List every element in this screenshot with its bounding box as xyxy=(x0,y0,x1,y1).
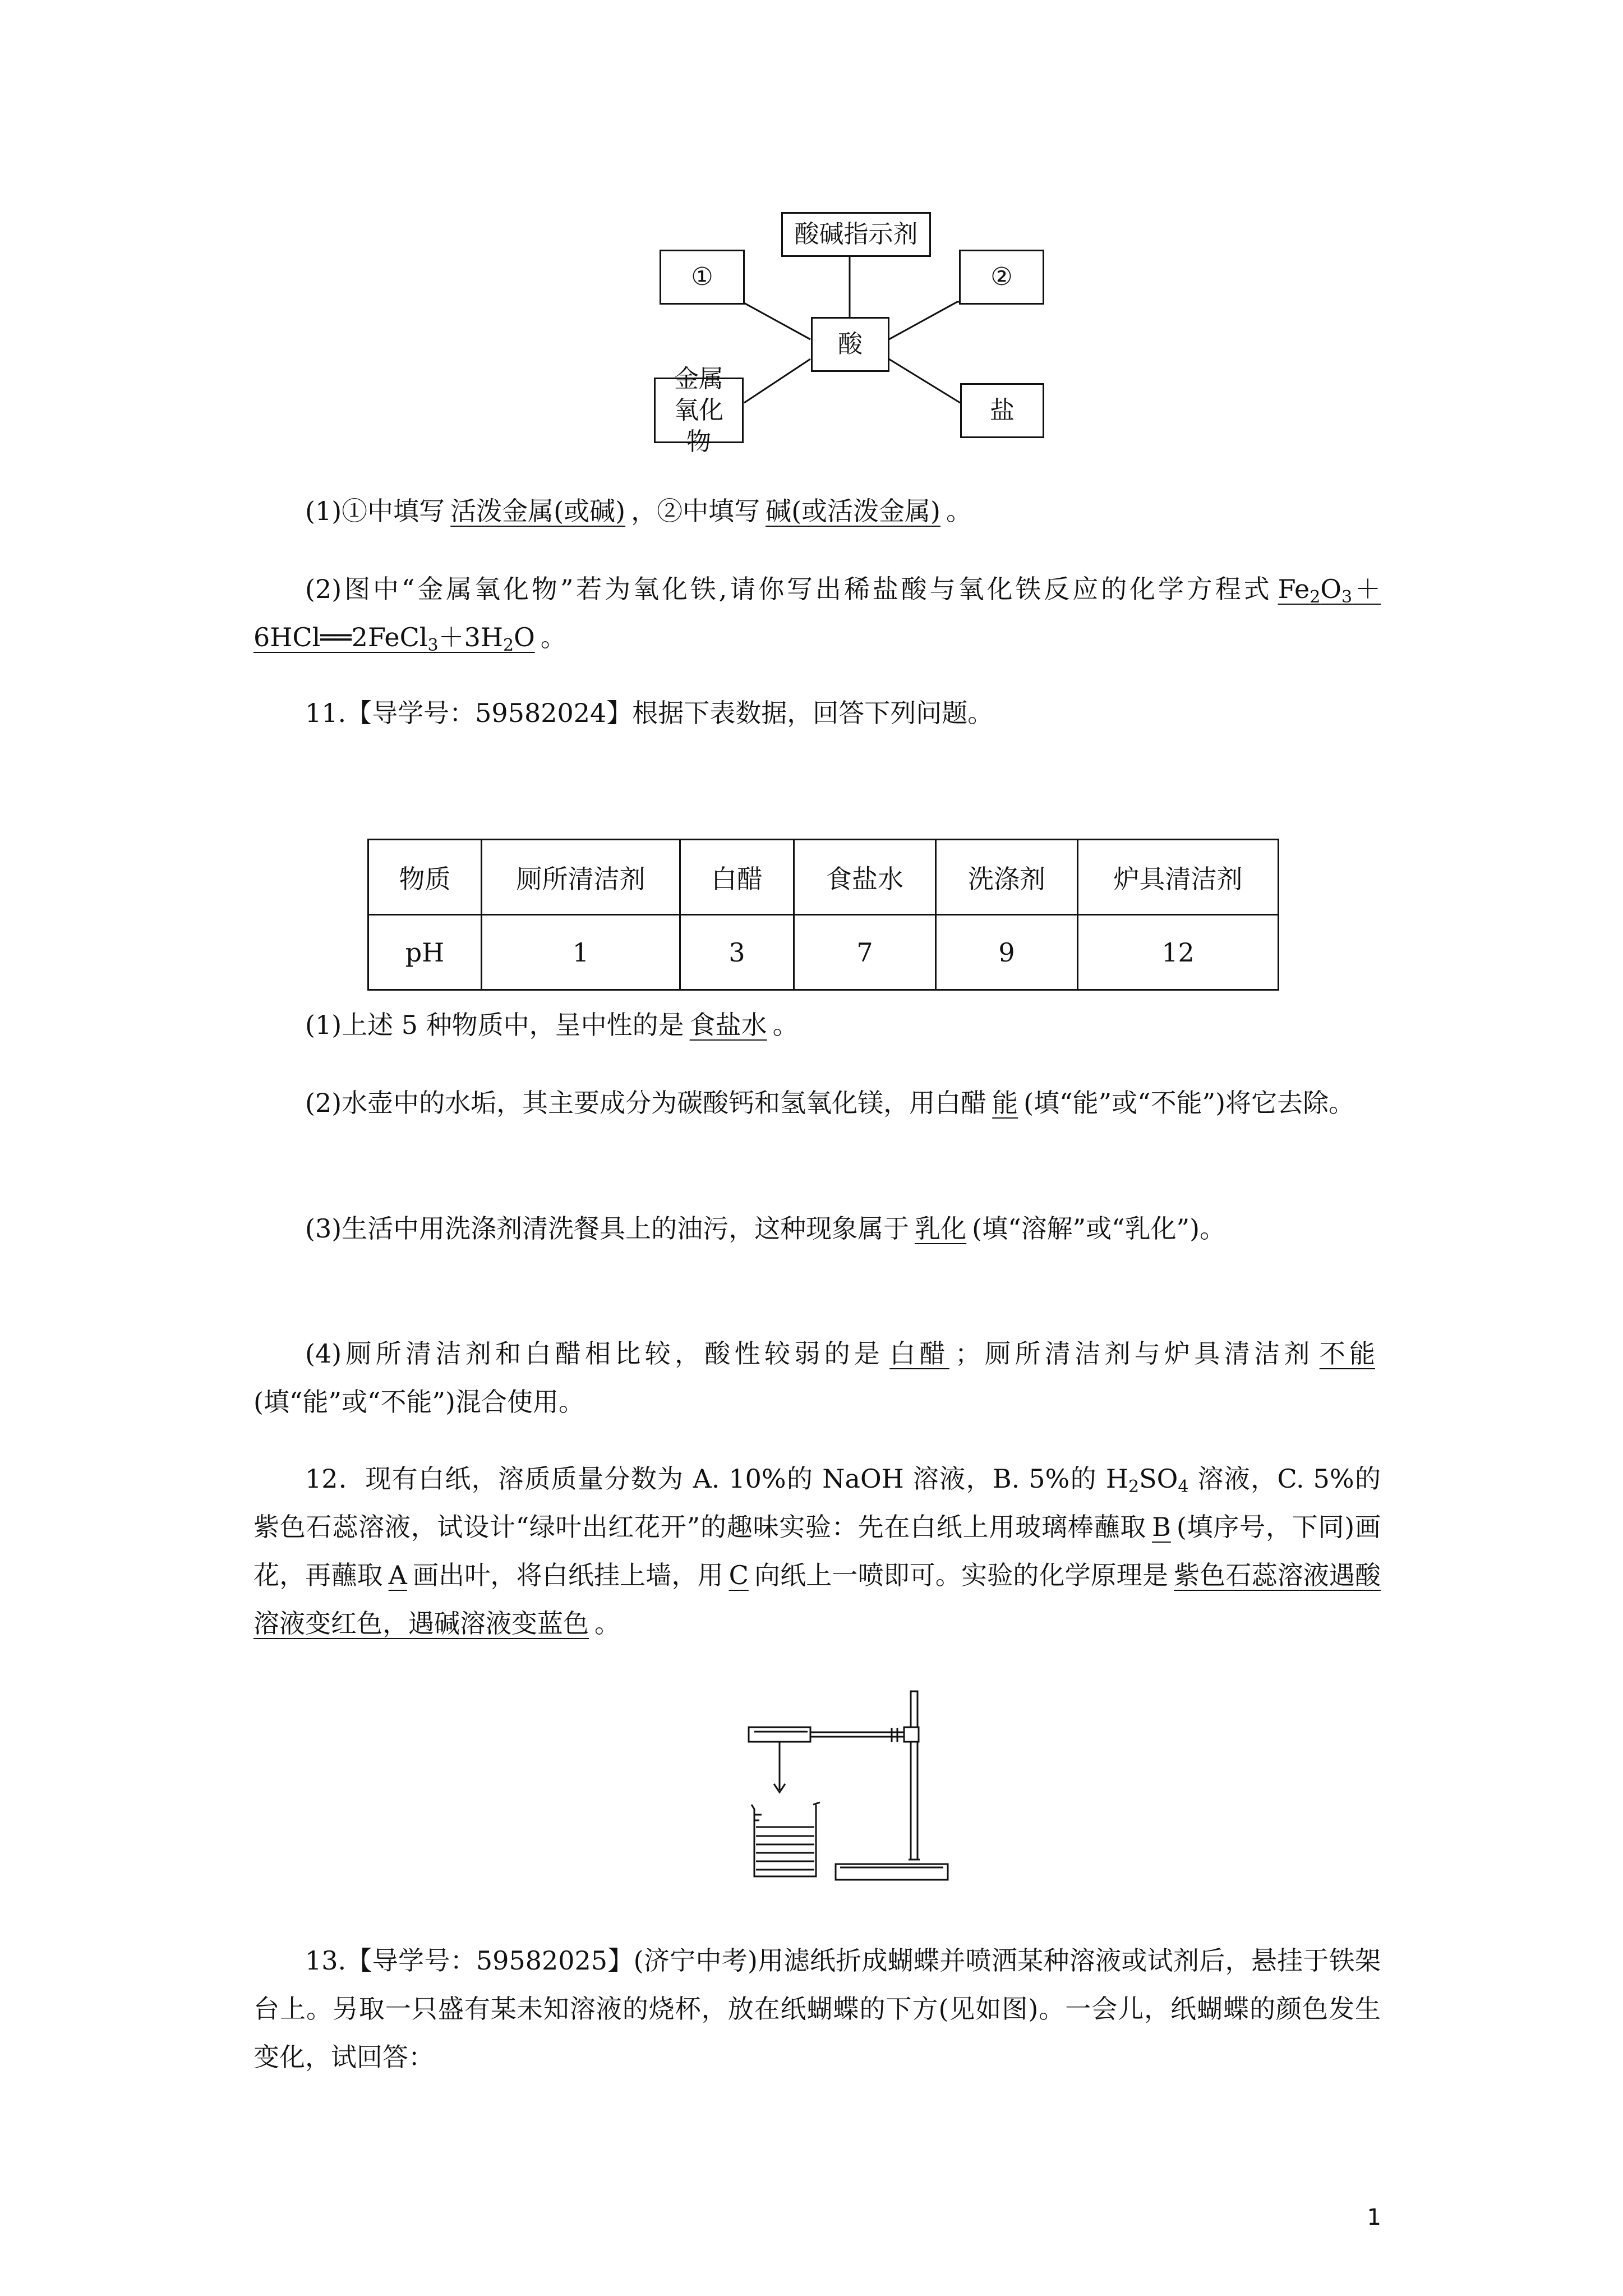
q12-answer-2: A xyxy=(388,1560,407,1590)
table-row xyxy=(368,840,1279,915)
q10-p2-text: (2)图中“金属氧化物”若为氧化铁,请你写出稀盐酸与氧化铁反应的化学方程式 xyxy=(305,574,1272,604)
q10-p1-text-b: ，②中填写 xyxy=(631,496,760,526)
q11-answer-2: 能 xyxy=(992,1088,1018,1118)
table-cell: 厕所清洁剂 xyxy=(482,840,680,915)
q12-answer-4: 紫色石蕊溶液遇酸溶液变红色，遇碱溶液变蓝色 xyxy=(253,1560,1381,1639)
q10-p1-text-c: 。 xyxy=(946,496,972,526)
q11-s3-end: (填“溶解”或“乳化”)。 xyxy=(972,1213,1226,1244)
table-cell: 1 xyxy=(482,915,680,990)
q11-s2-end: (填“能”或“不能”)将它去除。 xyxy=(1023,1088,1355,1118)
q12-answer-3: C xyxy=(728,1560,749,1590)
eq-end: O xyxy=(514,622,535,652)
diagram-box-bottom-left xyxy=(654,364,744,456)
q12-text-d: (填序号，下同)画花，再蘸取 xyxy=(253,1512,1381,1590)
q11-s4-end: (填“能”或“不能”)混合使用。 xyxy=(253,1387,584,1417)
diagram-label-1: ① xyxy=(691,263,713,291)
table-cell: 白醋 xyxy=(680,840,794,915)
q11-answer-4a: 白醋 xyxy=(889,1338,949,1369)
table-row xyxy=(368,915,1279,990)
eq-fe: Fe xyxy=(1278,574,1310,604)
eq-sub-2b: 2 xyxy=(502,636,514,655)
table-cell: 炉具清洁剂 xyxy=(1078,840,1279,915)
diagram-label-salt: 盐 xyxy=(990,396,1015,425)
q12-text-g: 。 xyxy=(594,1608,620,1639)
q11-s4-mid: ；厕所清洁剂与炉具清洁剂 xyxy=(955,1338,1314,1369)
q12-text-f: 向纸上一喷即可。实验的化学原理是 xyxy=(754,1560,1169,1590)
q10-p1-text-a: (1)①中填写 xyxy=(305,496,445,526)
q10-answer-1: 活泼金属(或碱) xyxy=(450,496,626,526)
diagram-label-2: ② xyxy=(990,263,1013,291)
diagram-label-acid: 酸 xyxy=(838,330,863,358)
diagram-box-top xyxy=(781,212,931,257)
table-cell: 物质 xyxy=(368,840,482,915)
q11-s4-text: (4)厕所清洁剂和白醋相比较，酸性较弱的是 xyxy=(305,1338,884,1369)
q12-text-b: SO xyxy=(1139,1464,1178,1494)
q12-text-e: 画出叶，将白纸挂上墙，用 xyxy=(412,1560,723,1590)
eq-sub-3: 3 xyxy=(1341,587,1353,607)
diagram-label-metal-oxide: 金属氧化物 xyxy=(674,364,723,456)
eq-h: ＋3H xyxy=(438,622,503,652)
q11-answer-3: 乳化 xyxy=(915,1213,967,1244)
table-cell: 食盐水 xyxy=(794,840,936,915)
q10-p2-end: 。 xyxy=(540,622,566,652)
q12-paragraph xyxy=(253,1455,1381,1648)
q11-s1-end: 。 xyxy=(772,1010,799,1040)
q11-heading: 11.【导学号：59582024】根据下表数据，回答下列问题。 xyxy=(305,698,994,728)
table-cell: 3 xyxy=(680,915,794,990)
q10-part2 xyxy=(253,565,1381,661)
q11-s2-text: (2)水壶中的水垢，其主要成分为碳酸钙和氢氧化镁，用白醋 xyxy=(305,1088,987,1118)
q12-text-c: 溶液，C. 5%的紫色石蕊溶液，试设计“绿叶出红花开”的趣味实验：先在白纸上用玻璃棒蘸取 xyxy=(253,1464,1381,1542)
diagram-box-left xyxy=(660,250,745,305)
diagram-box-right xyxy=(959,250,1044,305)
page-number: 1 xyxy=(1367,2205,1381,2230)
q11-sub2 xyxy=(253,1079,1381,1127)
eq-sub-2: 2 xyxy=(1310,587,1321,607)
table-cell: 12 xyxy=(1078,915,1279,990)
q10-answer-2: 碱(或活泼金属) xyxy=(766,496,940,526)
table-cell: 9 xyxy=(936,915,1078,990)
q12-sub-1: 2 xyxy=(1128,1477,1140,1497)
q11-sub3 xyxy=(253,1204,1381,1253)
q13-paragraph: 13.【导学号：59582025】(济宁中考)用滤纸折成蝴蝶并喷洒某种溶液或试剂后，悬挂于铁架台上。另取一只盛有某未知溶液的烧杯，放在纸蝴蝶的下方(见如图)。一会儿，纸蝴蝶的颜色发生变化，试回答： xyxy=(253,1945,1381,2072)
q12-sub-2: 4 xyxy=(1178,1477,1189,1497)
table-cell: pH xyxy=(368,915,482,990)
diagram-box-bottom-right xyxy=(960,383,1044,438)
q11-sub1 xyxy=(253,1001,1381,1049)
eq-mid: ＋6HCl══2FeCl xyxy=(253,574,1381,652)
q12-text-a: 12．现有白纸，溶质质量分数为 A. 10%的 NaOH 溶液，B. 5%的 H xyxy=(305,1464,1129,1494)
q11-sub4 xyxy=(253,1329,1381,1426)
q11-s1-text: (1)上述 5 种物质中，呈中性的是 xyxy=(305,1010,684,1040)
eq-sub-3b: 3 xyxy=(427,636,439,655)
q11-s3-text: (3)生活中用洗涤剂清洗餐具上的油污，这种现象属于 xyxy=(305,1213,910,1244)
table-cell: 洗涤剂 xyxy=(936,840,1078,915)
diagram-box-center xyxy=(811,317,889,372)
eq-o: O xyxy=(1320,574,1341,604)
q12-answer-1: B xyxy=(1152,1512,1171,1542)
ph-table xyxy=(367,839,1279,991)
iron-stand-beaker-figure xyxy=(729,1680,953,1893)
diagram-label-indicator: 酸碱指示剂 xyxy=(794,220,918,249)
q11-answer-4b: 不能 xyxy=(1319,1338,1376,1369)
q10-part1 xyxy=(253,487,1381,535)
q11-answer-1: 食盐水 xyxy=(689,1010,767,1040)
table-cell: 7 xyxy=(794,915,936,990)
